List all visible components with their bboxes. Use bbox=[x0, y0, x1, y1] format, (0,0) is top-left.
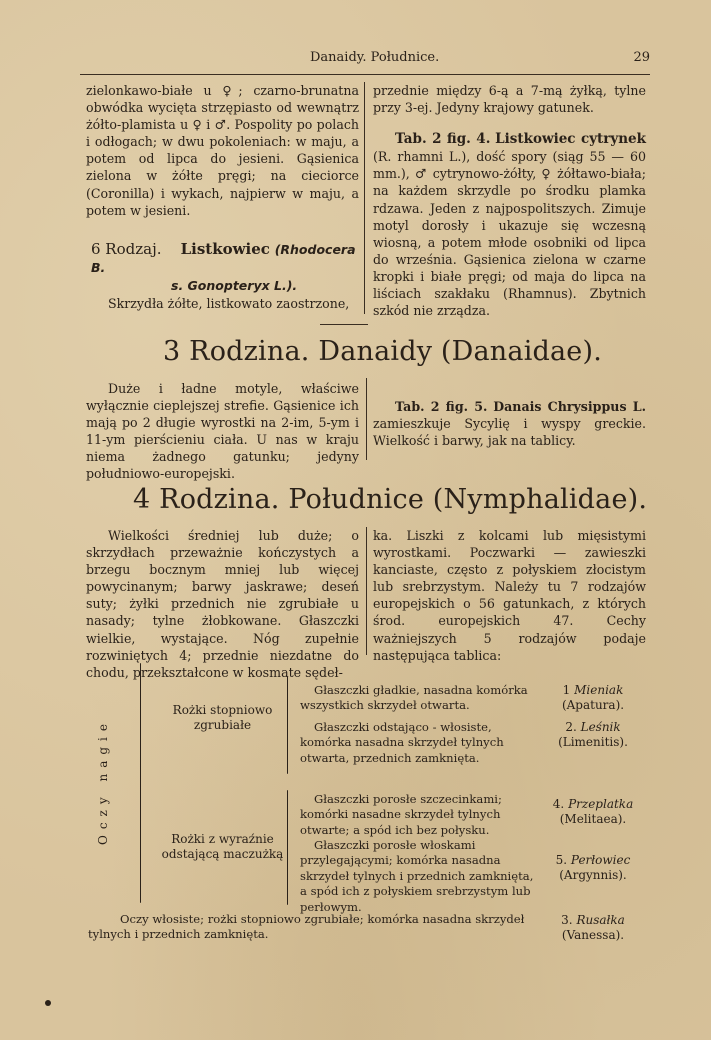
genus-apatura bbox=[548, 683, 638, 713]
family4-left-text bbox=[86, 527, 359, 681]
genus-melitaea bbox=[548, 797, 638, 827]
running-head-title: Danaidy. Południce. bbox=[310, 50, 440, 65]
genus-name: Mieniak bbox=[574, 683, 624, 697]
family4-right-text bbox=[373, 527, 646, 664]
family-heading-danaidae: 3 Rodzina. Danaidy (Danaidae). bbox=[163, 336, 603, 367]
ink-speck bbox=[45, 1000, 51, 1006]
group1-label: Rożki stopniowo zgrubiałe bbox=[172, 703, 273, 732]
top-right-column bbox=[373, 82, 646, 319]
species-description: zamieszkuje Sycylię i wyspy greckie. Wielkość i barwy, jak na tablicy. bbox=[373, 416, 646, 449]
running-head bbox=[80, 50, 650, 70]
key-footer-row bbox=[88, 912, 538, 943]
header-rule bbox=[80, 74, 650, 75]
continuation-text: przednie między 6-ą a 7-mą żyłką, tylne przy 3-ej. Jedyny krajowy gatunek. bbox=[373, 83, 646, 116]
genus-name: Leśnik bbox=[580, 720, 621, 734]
genus-name: Listkowiec bbox=[180, 240, 270, 258]
outer-brace bbox=[140, 663, 141, 903]
key-row-description: Głaszczki porosłe szczecinkami; komórki nasadne skrzydeł tylnych otwarte; a spód ich bez połysku. bbox=[300, 792, 502, 837]
genus-limenitis bbox=[548, 720, 638, 750]
genus-heading bbox=[91, 240, 361, 293]
column-divider bbox=[366, 378, 367, 460]
family3-left-text bbox=[86, 380, 359, 483]
genus-name: Rusałka bbox=[576, 913, 625, 927]
genus-number: 5. bbox=[555, 853, 568, 867]
genus-number: 3. bbox=[561, 913, 573, 927]
key-row-4 bbox=[300, 838, 535, 915]
family-heading-nymphalidae: 4 Rodzina. Południce (Nymphalidae). bbox=[133, 484, 648, 515]
genus-text: Skrzydła żółte, listkowato zaostrzone, bbox=[108, 296, 350, 311]
genus-number: 1 bbox=[562, 683, 571, 697]
genus-latin: (Vanessa). bbox=[561, 928, 625, 942]
genus-vanessa bbox=[548, 913, 638, 943]
genus-number: 2. bbox=[565, 720, 577, 734]
section-separator bbox=[320, 324, 368, 325]
key-row-description: Głaszczki odstająco - włosiste, komórka nasadna skrzydeł tylnych otwarta, przednich zamknięta. bbox=[300, 720, 504, 765]
key-row-1 bbox=[300, 683, 535, 714]
species-ref: Tab. 2 fig. 4. bbox=[395, 131, 491, 148]
column-divider bbox=[366, 527, 367, 655]
genus-latin: (Limenitis). bbox=[558, 735, 628, 749]
genus-latin: (Apatura). bbox=[561, 698, 625, 712]
genus-latin: (Argynnis). bbox=[559, 868, 627, 882]
genus-number: 6 Rodzaj. bbox=[91, 240, 162, 258]
group2-label: Rożki z wyraźnie odstającą maczużką bbox=[161, 832, 284, 861]
continuation-paragraph: zielonkawo-białe u ♀; czarno-brunatna obwódka wycięta strzępiasto od wewnątrz żółto-plamista u ♀ i ♂. Pospolity po polach i odłogach; w dwu pokoleniach: w maju, a potem od lipca do jesieni. Gąsienica zielona w żółte pręgi; na cieciorce (Coronilla) i wykach, najpierw w maju, a potem w jesieni. bbox=[86, 83, 359, 218]
genus-latin-line2: s. Gonopteryx L.). bbox=[171, 278, 298, 293]
group2-brace bbox=[287, 790, 288, 905]
page-number: 29 bbox=[633, 50, 650, 65]
family3-description: Duże i ładne motyle, właściwe wyłącznie cieplejszej strefie. Gąsienice ich mają po 2 długie wyrostki na 2-im, 5-ym i 11-ym pierścieniu ciała. U nas w kraju niema żadnego gatunku; jedyny południowo-europejski. bbox=[86, 381, 359, 482]
species-ref: Tab. 2 fig. 5. bbox=[395, 399, 488, 414]
genus-latin: (Melitaea). bbox=[559, 812, 627, 826]
key-row-description: Oczy włosiste; rożki stopniowo zgrubiałe; komórka nasadna skrzydeł tylnych i przednich zamknięta. bbox=[88, 912, 525, 942]
top-left-column bbox=[86, 82, 359, 219]
column-divider bbox=[364, 82, 365, 314]
group1-brace bbox=[287, 676, 288, 774]
key-row-3 bbox=[300, 792, 535, 838]
family3-right-text bbox=[373, 398, 646, 449]
key-row-description: Głaszczki porosłe włoskami przylegającymi; komórka nasadna skrzydeł tylnych i przednich zamknięta, a spód ich z połyskiem srebrzystym lub perłowym. bbox=[300, 838, 534, 914]
species-entry bbox=[373, 130, 646, 319]
genus-description bbox=[108, 295, 361, 312]
genus-name: Perłowiec bbox=[570, 853, 631, 867]
key-row-2 bbox=[300, 720, 535, 766]
species-name: Danais Chrysippus L. bbox=[493, 399, 646, 414]
species-name: Listkowiec cytrynek bbox=[495, 131, 646, 148]
species-description: (R. rhamni L.), dość spory (siąg 55 — 60 mm.), ♂ cytrynowo-żółty, ♀ żółtawo-biała; na każdem skrzydle po środku plamka rdzawa. Jeden z najpospolitszych. Zimuje motyl dorosły i ukazuje się wczesną wiosną, a potem młode osobniki od lipca do września. Gąsienica zielona w czarne kropki i białe pręgi; od maja do lipca na liściach szakłaku (Rhamnus). Zbytnich szkód nie zrządza. bbox=[373, 149, 646, 319]
genus-number: 4. bbox=[552, 797, 565, 811]
genus-argynnis bbox=[548, 853, 638, 883]
genus-latin-line1: (Rhodocera B. bbox=[91, 242, 356, 275]
key-row-description: Głaszczki gładkie, nasadna komórka wszystkich skrzydeł otwarta. bbox=[300, 683, 528, 713]
family4-description-cont: ka. Liszki z kolcami lub mięsistymi wyrostkami. Poczwarki — zawieszki kanciaste, często z połyskiem złocistym lub srebrzystym. Należy tu 7 rodzajów europejskich o 56 gatunkach, z których środ. europejskich 47. Cechy ważniejszych 5 rodzajów podaje następująca tablica: bbox=[373, 528, 646, 663]
family4-description: Wielkości średniej lub duże; o skrzydłach przeważnie kończystych a brzegu bocznym mniej lub więcej powycinanym; barwy jaskrawe; deseń suty; żyłki przednich nie zgrubiałe u nasady; tylne żłobkowane. Głaszczki wielkie, wystające. Nóg zupełnie rozwiniętych 4; przednie niezdatne do chodu, przekształcone w kosmate sędeł- bbox=[86, 528, 359, 680]
key-vertical-label: Oczy nagie bbox=[96, 718, 110, 845]
genus-name: Przeplatka bbox=[568, 797, 634, 811]
danais-entry bbox=[373, 398, 646, 449]
